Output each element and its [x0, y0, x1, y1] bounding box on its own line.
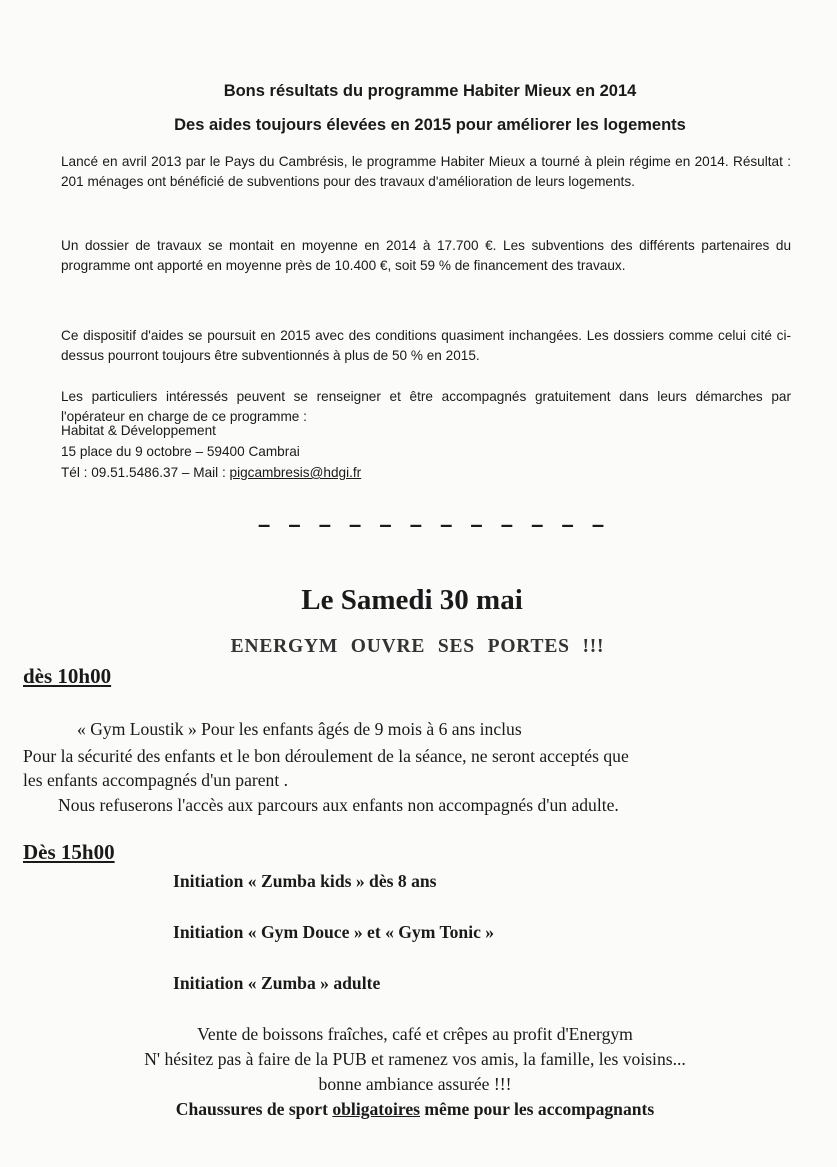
safety-line: Pour la sécurité des enfants et le bon déroulement de la séance, ne seront acceptés que — [23, 746, 629, 766]
article-paragraph-2: Un dossier de travaux se montait en moyenne en 2014 à 17.700 €. Les subventions des différents partenaires du programme ont apporté en moyenne près de 10.400 €, soit 59 % de financement des travaux. — [61, 238, 791, 273]
contact-email-link[interactable]: pigcambresis@hdgi.fr — [229, 465, 362, 480]
initiation-gym-douce-tonic: Initiation « Gym Douce » et « Gym Tonic » — [173, 922, 495, 942]
contact-name: Habitat & Développement — [61, 423, 216, 438]
drinks-line: Vente de boissons fraîches, café et crêpes au profit d'Energym — [197, 1024, 633, 1044]
article-paragraph-4: Les particuliers intéressés peuvent se renseigner et être accompagnés gratuitement dans leurs démarches par l'opérateur en charge de ce programme : — [61, 389, 791, 424]
section-heading-15h00: Dès 15h00 — [23, 840, 115, 864]
article-paragraph-3: Ce dispositif d'aides se poursuit en 2015 avec des conditions quasiment inchangées. Les dossiers comme celui cité ci-dessus pourront toujours être subventionnés à plus de 50 % en 2015. — [61, 328, 791, 363]
shoes-line — [0, 1099, 830, 1120]
contact-phone-label: Tél : 09.51.5486.37 – Mail : — [61, 465, 230, 480]
shoes-emphasis: obligatoires — [332, 1099, 420, 1119]
shoes-text-after: même pour les accompagnants — [420, 1099, 655, 1119]
initiation-zumba-adult: Initiation « Zumba » adulte — [173, 973, 381, 993]
event-subtitle: ENERGYM OUVRE SES PORTES !!! — [230, 636, 605, 657]
section-heading-10h00: dès 10h00 — [23, 664, 112, 688]
initiation-zumba-kids: Initiation « Zumba kids » dès 8 ans — [173, 871, 437, 891]
contact-address: 15 place du 9 octobre – 59400 Cambrai — [61, 444, 300, 459]
ambiance-line: bonne ambiance assurée !!! — [318, 1074, 512, 1094]
dashed-separator: – – – – – – – – – – – – — [258, 512, 611, 537]
refusal-line: Nous refuserons l'accès aux parcours aux enfants non accompagnés d'un adulte. — [58, 795, 619, 815]
article-paragraph-1: Lancé en avril 2013 par le Pays du Cambrésis, le programme Habiter Mieux a tourné à plein régime en 2014. Résultat : 201 ménages ont bénéficié de subventions pour des travaux d'amélioration de leurs logements. — [61, 154, 791, 189]
event-date-title: Le Samedi 30 mai — [301, 584, 523, 616]
contact-phone-mail — [61, 463, 361, 483]
article-title-line1: Bons résultats du programme Habiter Mieux en 2014 — [223, 82, 637, 100]
shoes-text-before: Chaussures de sport — [175, 1099, 333, 1119]
invite-line: N' hésitez pas à faire de la PUB et ramenez vos amis, la famille, les voisins... — [144, 1049, 686, 1069]
gym-loustik-line: « Gym Loustik » Pour les enfants âgés de 9 mois à 6 ans inclus — [77, 719, 522, 739]
parent-line: les enfants accompagnés d'un parent . — [23, 770, 289, 790]
article-title-line2: Des aides toujours élevées en 2015 pour améliorer les logements — [174, 116, 686, 134]
